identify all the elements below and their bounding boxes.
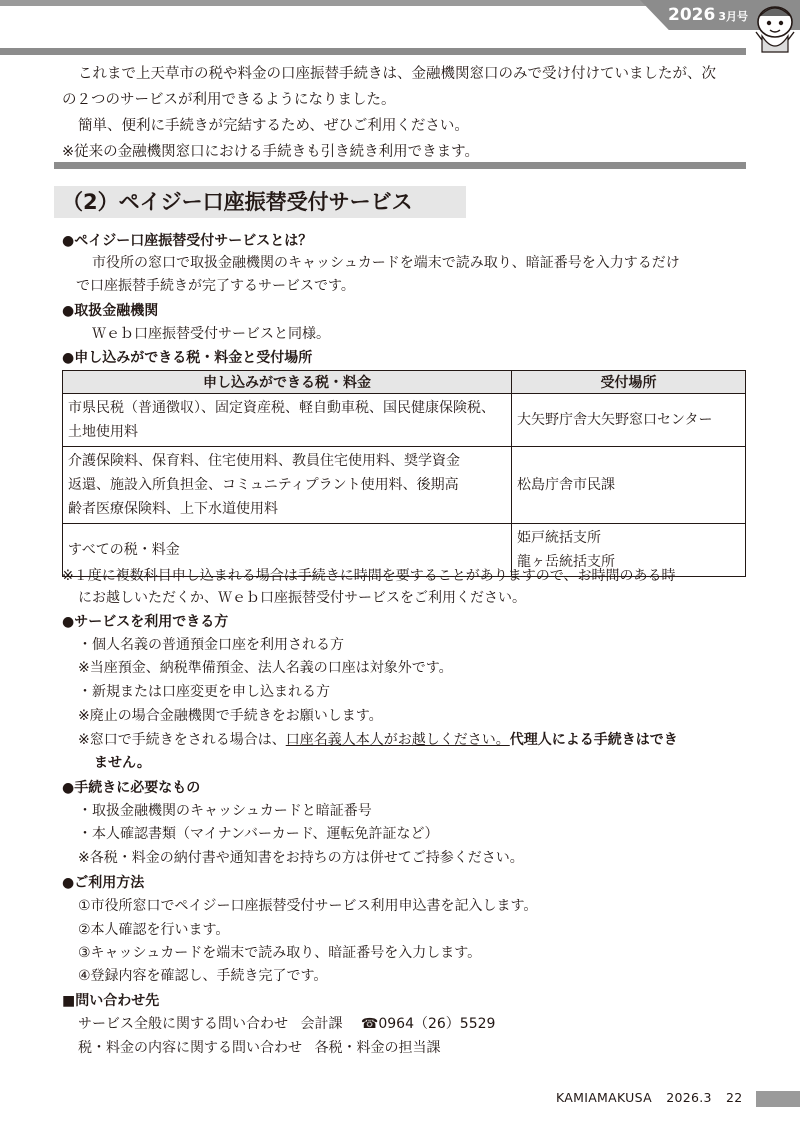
footer: [556, 1090, 743, 1105]
intro-note: ※従来の金融機関窓口における手続きも引き続き利用できます。: [62, 144, 479, 160]
phone-icon: ☎: [360, 1016, 379, 1032]
place-line: 龍ヶ岳統括支所: [517, 554, 615, 570]
apply-note: にお越しいただくか、Ｗｅｂ口座振替受付サービスをご利用ください。: [78, 590, 526, 606]
contact-dept: 会計課: [300, 1016, 343, 1032]
fees-table: [62, 370, 746, 577]
place-cell: [512, 394, 746, 447]
usage-step: ①市役所窓口でペイジー口座振替受付サービス利用申込書を記入します。: [78, 898, 538, 914]
issue-label: [668, 5, 748, 25]
section-title: （2）ペイジー口座振替受付サービス: [62, 190, 413, 214]
place-cell: [512, 447, 746, 524]
what-line: 市役所の窓口で取扱金融機関のキャッシュカードを端末で読み取り、暗証番号を入力するだけ: [92, 255, 680, 271]
contact-label: サービス全般に関する問い合わせ: [78, 1016, 288, 1032]
usage-step: ③キャッシュカードを端末で読み取り、暗証番号を入力します。: [78, 945, 482, 961]
eligible-item: ・個人名義の普通預金口座を利用される方: [78, 637, 344, 653]
contact-label: 税・料金の内容に関する問い合わせ: [78, 1040, 302, 1056]
contact-dept: 各税・料金の担当課: [314, 1040, 441, 1056]
usage-title: ●ご利用方法: [62, 875, 145, 891]
footer-publication: KAMIAMAKUSA: [556, 1090, 652, 1105]
table-row: [63, 394, 746, 447]
contact-title: ■問い合わせ先: [62, 993, 160, 1009]
fees-cell: [63, 394, 512, 447]
eligible-note: ※廃止の場合金融機関で手続きをお願いします。: [78, 708, 383, 724]
contact-line-2: [78, 1037, 440, 1059]
usage-step: ④登録内容を確認し、手続き完了です。: [78, 968, 328, 984]
eligible-item: ・新規または口座変更を申し込まれる方: [78, 684, 330, 700]
institutions-title: ●取扱金融機関: [62, 303, 159, 319]
required-item: ・本人確認書類（マイナンバーカード、運転免許証など）: [78, 826, 439, 842]
what-line: で口座振替手続きが完了するサービスです。: [76, 278, 355, 294]
fees-line: 返還、施設入所負担金、コミュニティプラント使用料、後期高: [68, 477, 459, 493]
what-title: ●ペイジー口座振替受付サービスとは？: [62, 233, 313, 249]
footer-bar: [756, 1091, 800, 1107]
page-number: 22: [726, 1090, 743, 1105]
contact-line-1: [78, 1013, 495, 1035]
intro-line: の２つのサービスが利用できるようになりました。: [62, 92, 396, 108]
window-note-bold-cont: ません。: [94, 755, 151, 771]
required-title: ●手続きに必要なもの: [62, 780, 201, 796]
intro-text: [62, 61, 752, 165]
window-note: [78, 729, 678, 751]
fees-line: すべての税・料金: [68, 542, 180, 558]
usage-step: ②本人確認を行います。: [78, 922, 230, 938]
window-note-underlined: 口座名義人本人がお越しください。: [285, 732, 510, 748]
eligible-note: ※当座預金、納税準備預金、法人名義の口座は対象外です。: [78, 660, 453, 676]
table-header-row: [63, 371, 746, 394]
window-note-text: ※窓口で手続きをされる場合は、: [78, 732, 286, 748]
issue-year: 2026: [668, 5, 716, 25]
footer-issue: 2026.3: [666, 1090, 712, 1105]
place-line: 松島庁舎市民課: [517, 477, 615, 493]
window-note-bold: 代理人による手続きはでき: [509, 732, 678, 748]
header-rule: [0, 48, 746, 55]
intro-rule: [54, 162, 746, 169]
table-header-place: 受付場所: [512, 371, 746, 394]
apply-title: ●申し込みができる税・料金と受付場所: [62, 350, 313, 366]
intro-line: これまで上天草市の税や料金の口座振替手続きは、金融機関窓口のみで受け付けていましたが、次: [78, 66, 716, 82]
table-header-fees: 申し込みができる税・料金: [63, 371, 512, 394]
intro-line: 簡単、便利に手続きが完結するため、ぜひご利用ください。: [78, 118, 469, 134]
fees-line: 市県民税（普通徴収）、固定資産税、軽自動車税、国民健康保険税、: [68, 400, 495, 416]
apply-note: ※１度に複数科目申し込まれる場合は手続きに時間を要することがありますので、お時間のある時: [62, 568, 676, 584]
mascot-icon: [752, 2, 798, 54]
contact-phone: 0964（26）5529: [378, 1016, 496, 1032]
fees-cell: [63, 447, 512, 524]
table-row: [63, 447, 746, 524]
required-item: ・取扱金融機関のキャッシュカードと暗証番号: [78, 803, 372, 819]
fees-line: 土地使用料: [68, 424, 138, 440]
place-line: 大矢野庁舎大矢野窓口センター: [517, 412, 713, 428]
place-line: 姫戸統括支所: [517, 530, 601, 546]
fees-line: 齢者医療保険料、上下水道使用料: [68, 501, 278, 517]
eligible-title: ●サービスを利用できる方: [62, 614, 229, 630]
institutions-text: Ｗｅｂ口座振替受付サービスと同様。: [92, 326, 330, 342]
required-note: ※各税・料金の納付書や通知書をお持ちの方は併せてご持参ください。: [78, 850, 524, 866]
fees-line: 介護保険料、保育料、住宅使用料、教員住宅使用料、奨学資金: [68, 453, 460, 469]
issue-month: 3月号: [718, 10, 748, 23]
